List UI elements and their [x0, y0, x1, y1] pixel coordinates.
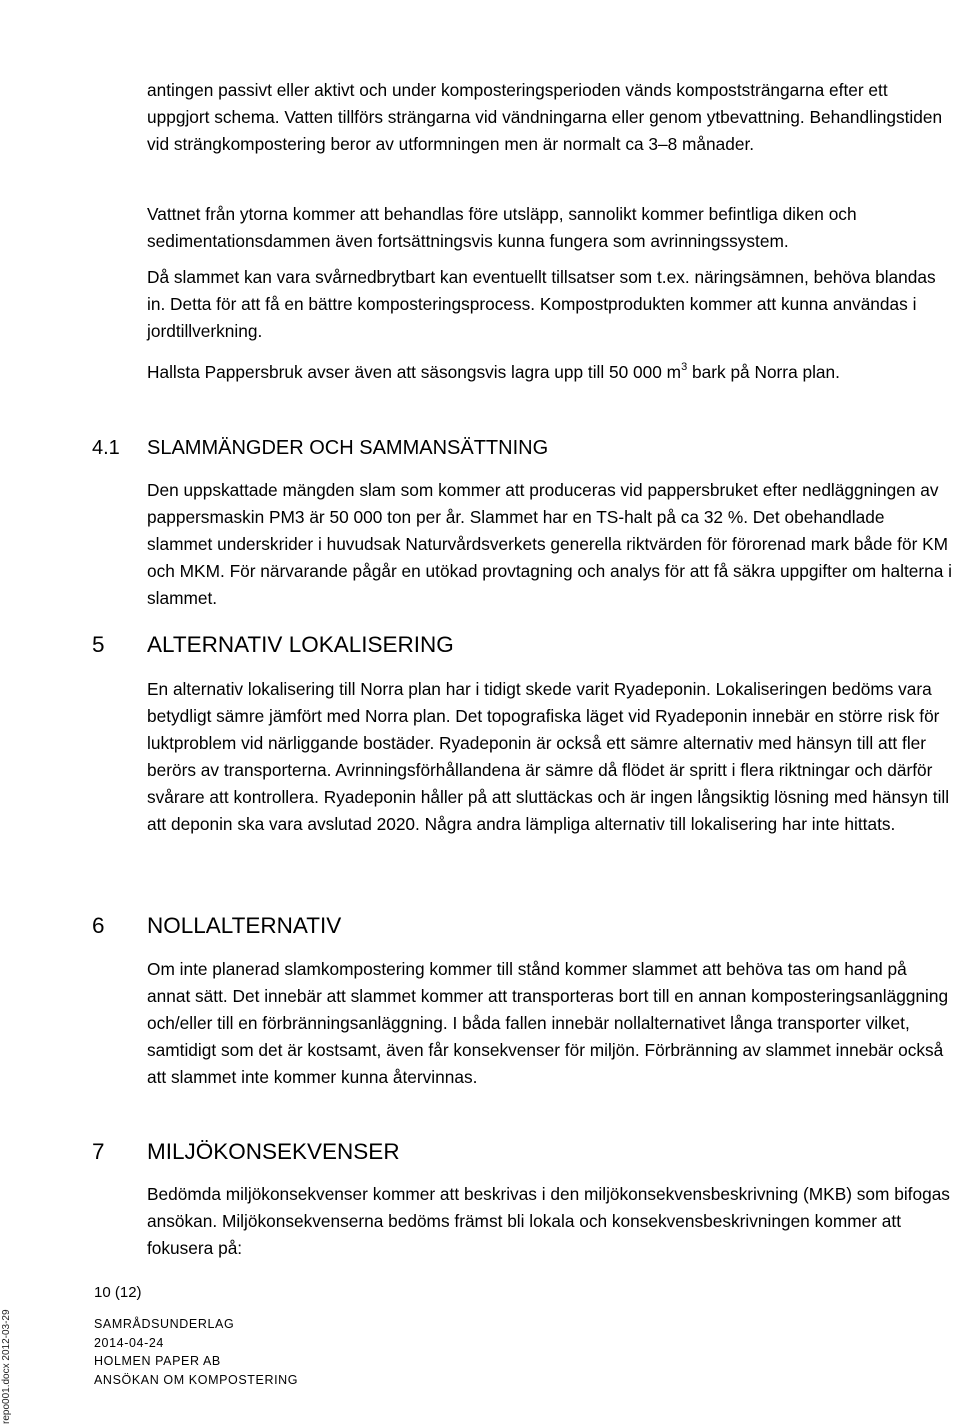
- page-number: 10 (12): [94, 1284, 142, 1301]
- footer-date: 2014-04-24: [94, 1335, 164, 1350]
- section-6-heading: [92, 911, 341, 941]
- section-5-title: ALTERNATIV LOKALISERING: [147, 632, 454, 657]
- section-7-heading: [92, 1137, 400, 1167]
- footer-document-type: SAMRÅDSUNDERLAG: [94, 1317, 235, 1331]
- section-7-number: 7: [92, 1139, 105, 1164]
- intro-paragraph-4: [147, 359, 952, 386]
- section-7-body: Bedömda miljökonsekvenser kommer att beskrivas i den miljökonsekvensbeskrivning (MKB) som bifogas ansökan. Miljökonsekvenserna bedöms främst bli lokala och konsekvensbeskrivningen kommer att fokusera på:: [147, 1184, 950, 1258]
- section-4-1-number: 4.1: [92, 437, 120, 459]
- section-7-title: MILJÖKONSEKVENSER: [147, 1139, 400, 1164]
- intro-paragraph-2: Vattnet från ytorna kommer att behandlas före utsläpp, sannolikt kommer befintliga diken och sedimentationsdammen även fortsättningsvis kunna fungera som avrinningssystem.: [147, 204, 857, 251]
- section-6-number: 6: [92, 913, 105, 938]
- section-4-1-title: SLAMMÄNGDER OCH SAMMANSÄTTNING: [147, 437, 549, 459]
- section-5-body: En alternativ lokalisering till Norra plan har i tidigt skede varit Ryadeponin. Lokaliseringen bedöms vara betydligt sämre jämfört med Norra plan. Det topografiska läget vid Ryadeponin innebär en större risk för luktproblem vid närliggande bostäder. Ryadeponin är också ett sämre alternativ med hänsyn till att fler berörs av transporterna. Avrinningsförhållandena är sämre då flödet är spritt i flera riktningar och därför svårare att kontrollera. Ryadeponin håller på att sluttäckas och är ingen långsiktig lösning med hänsyn till att deponin ska vara avslutad 2020. Några andra lämpliga alternativ till lokalisering har inte hittats.: [147, 679, 950, 834]
- footer-subject: ANSÖKAN OM KOMPOSTERING: [94, 1372, 299, 1387]
- section-5-heading: [92, 630, 454, 660]
- section-4-1-body: Den uppskattade mängden slam som kommer att produceras vid pappersbruket efter nedläggningen av pappersmaskin PM3 är 50 000 ton per år. Slammet har en TS-halt på ca 32 %. Det obehandlade slammet underskrider i huvudsak Naturvårdsverkets generella riktvärden för förorenad mark både för KM och MKM. För närvarande pågår en utökad provtagning och analys för att få säkra uppgifter om halterna i slammet.: [147, 480, 952, 608]
- document-footer: [94, 1315, 298, 1389]
- section-5-number: 5: [92, 632, 105, 657]
- footer-company: HOLMEN PAPER AB: [94, 1354, 221, 1368]
- intro-paragraph-1: antingen passivt eller aktivt och under komposteringsperioden vänds kompoststrängarna efter ett uppgjort schema. Vatten tillförs strängarna vid vändningarna eller genom ytbevattning. Behandlingstiden vid strängkompostering beror av utformningen men är normalt ca 3–8 månader.: [147, 80, 943, 154]
- section-6-title: NOLLALTERNATIV: [147, 913, 342, 938]
- section-6-body: Om inte planerad slamkompostering kommer till stånd kommer slammet att behöva tas om hand på annat sätt. Det innebär att slammet kommer att transporteras bort till en annan komposteringsanläggning och/eller till en förbränningsanläggning. I båda fallen innebär nollalternativet långa transporter vilket, samtidigt som det är kostsamt, även får konsekvenser för miljön. Förbränning av slammet innebär också att slammet inte kommer kunna återvinnas.: [147, 959, 949, 1087]
- intro-paragraph-4-tail: bark på Norra plan.: [687, 362, 840, 382]
- intro-paragraph-4-text: Hallsta Pappersbruk avser även att säsongsvis lagra upp till 50 000 m: [147, 362, 682, 382]
- section-4-1-heading: [92, 433, 548, 463]
- superscript-cubic: 3: [681, 361, 688, 374]
- template-reference: repo001.docx 2012-03-29: [1, 1309, 12, 1424]
- intro-paragraph-3: Då slammet kan vara svårnedbrytbart kan eventuellt tillsatser som t.ex. näringsämnen, behöva blandas in. Detta för att få en bättre komposteringsprocess. Kompostprodukten kommer att kunna användas i jordtillverkning.: [147, 267, 936, 341]
